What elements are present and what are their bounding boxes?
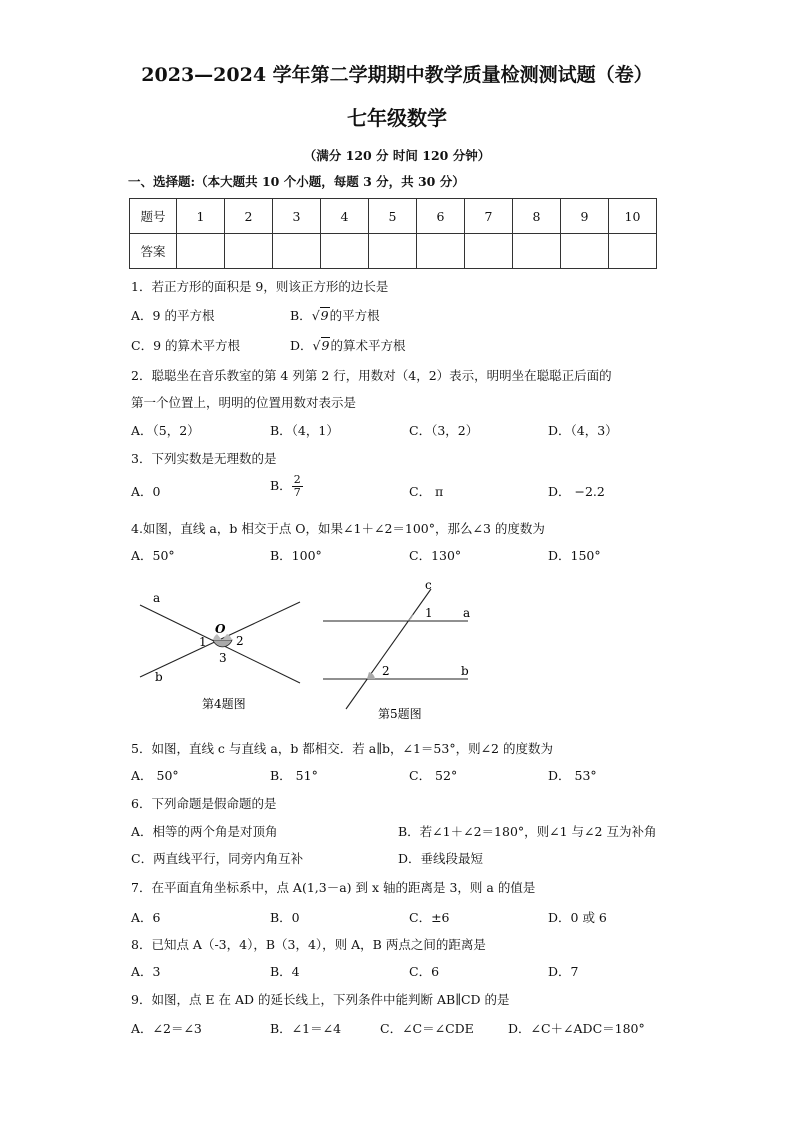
q1-d-suffix: 的算术平方根 <box>330 338 406 353</box>
q9-option-d: D．∠C＋∠ADC＝180° <box>508 1021 645 1036</box>
q1-b-radicand: 9 <box>320 308 329 323</box>
fig4-caption: 第4题图 <box>202 697 246 711</box>
q7-option-d: D．0 或 6 <box>548 910 607 925</box>
q6-option-b: B．若∠1＋∠2＝180°，则∠1 与∠2 互为补角 <box>398 824 657 839</box>
fig5-label-a: a <box>463 606 471 620</box>
q5-option-b: B． 51° <box>270 768 318 783</box>
line-c <box>346 589 431 709</box>
q3-b-prefix: B． <box>270 478 292 493</box>
q8-option-d: D．7 <box>548 964 579 979</box>
table-cell-label: 答案 <box>130 234 177 269</box>
table-cell-number: 5 <box>369 199 417 234</box>
q4-option-a: A．50° <box>131 548 175 563</box>
answer-cell[interactable] <box>513 234 561 269</box>
q2-option-a: A．（5，2） <box>131 423 200 438</box>
answer-cell[interactable] <box>177 234 225 269</box>
table-cell-number: 1 <box>177 199 225 234</box>
fig4-label-a: a <box>153 591 161 605</box>
figure-5 <box>323 578 470 721</box>
answer-table <box>129 198 657 269</box>
q7-option-b: B．0 <box>270 910 300 925</box>
answer-cell[interactable] <box>369 234 417 269</box>
fig4-label-1: 1 <box>199 635 207 649</box>
answer-cell[interactable] <box>225 234 273 269</box>
answer-cell[interactable] <box>561 234 609 269</box>
exam-meta: （满分 120 分 时间 120 分钟） <box>303 148 491 163</box>
angle-2-arc <box>367 672 375 679</box>
fig4-label-3: 3 <box>219 651 227 665</box>
q4-option-d: D．150° <box>548 548 601 563</box>
q2-option-d: D．（4，3） <box>548 423 618 438</box>
q1-b-suffix: 的平方根 <box>329 308 380 323</box>
table-cell-number: 9 <box>561 199 609 234</box>
fig5-label-b: b <box>461 664 469 678</box>
q1-b-prefix: B． <box>290 308 312 323</box>
q9-stem: 9．如图，点 E 在 AD 的延长线上，下列条件中能判断 AB∥CD 的是 <box>131 992 510 1007</box>
answer-cell[interactable] <box>321 234 369 269</box>
table-cell-number: 6 <box>417 199 465 234</box>
table-cell-number: 4 <box>321 199 369 234</box>
answer-cell[interactable] <box>609 234 657 269</box>
q1-option-c: C．9 的算术平方根 <box>131 338 240 353</box>
fig4-label-O: O <box>215 622 226 636</box>
angle-3-arc <box>213 640 232 647</box>
table-cell-number: 3 <box>273 199 321 234</box>
exam-title: 2023—2024 学年第二学期期中教学质量检测测试题（卷） <box>141 64 653 86</box>
answer-table-number-row <box>130 199 657 234</box>
q2-option-b: B．（4，1） <box>270 423 339 438</box>
q7-option-a: A．6 <box>131 910 161 925</box>
q9-option-b: B．∠1＝∠4 <box>270 1021 342 1036</box>
q7-stem: 7．在平面直角坐标系中，点 A(1,3－a) 到 x 轴的距离是 3，则 a 的值是 <box>131 880 536 895</box>
answer-cell[interactable] <box>465 234 513 269</box>
fraction-denominator: 7 <box>293 486 301 499</box>
table-cell-number: 8 <box>513 199 561 234</box>
q1-d-radicand: 9 <box>321 338 330 353</box>
figures-q4-q5 <box>120 575 480 725</box>
q7-option-c: C．±6 <box>409 910 450 925</box>
exam-subject: 七年级数学 <box>347 106 447 130</box>
table-cell-number: 7 <box>465 199 513 234</box>
figure-4 <box>140 591 300 711</box>
q4-option-b: B．100° <box>270 548 322 563</box>
q9-option-a: A．∠2＝∠3 <box>131 1021 202 1036</box>
answer-cell[interactable] <box>273 234 321 269</box>
fig4-label-2: 2 <box>236 634 244 648</box>
q1-stem: 1．若正方形的面积是 9，则该正方形的边长是 <box>131 279 389 294</box>
q3-stem: 3．下列实数是无理数的是 <box>131 451 277 466</box>
sqrt-symbol: √9 <box>311 308 329 323</box>
q6-option-d: D．垂线段最短 <box>398 851 484 866</box>
q1-d-prefix: D． <box>290 338 313 353</box>
q5-stem: 5．如图，直线 c 与直线 a，b 都相交．若 a∥b，∠1＝53°，则∠2 的度数为 <box>131 741 553 756</box>
q5-option-d: D． 53° <box>548 768 597 783</box>
answer-table-answer-row <box>130 234 657 269</box>
table-cell-number: 10 <box>609 199 657 234</box>
q8-option-a: A．3 <box>131 964 161 979</box>
q2-stem-line1: 2．聪聪坐在音乐教室的第 4 列第 2 行，用数对（4，2）表示，明明坐在聪聪正后面的 <box>131 368 612 383</box>
fig4-label-b: b <box>155 670 163 684</box>
q8-option-b: B．4 <box>270 964 300 979</box>
fig5-label-2: 2 <box>382 664 390 678</box>
q1-option-b <box>290 306 380 324</box>
q4-option-c: C．130° <box>409 548 462 563</box>
table-cell-number: 2 <box>225 199 273 234</box>
fig5-caption: 第5题图 <box>378 707 422 721</box>
q9-option-c: C．∠C＝∠CDE <box>380 1021 474 1036</box>
fig5-label-c: c <box>425 578 432 592</box>
q6-stem: 6．下列命题是假命题的是 <box>131 796 277 811</box>
q2-option-c: C．（3，2） <box>409 423 479 438</box>
q6-option-c: C．两直线平行，同旁内角互补 <box>131 851 304 866</box>
sqrt-symbol: √9 <box>312 338 330 353</box>
q6-option-a: A．相等的两个角是对顶角 <box>131 824 278 839</box>
table-cell-label: 题号 <box>130 199 177 234</box>
q1-option-a: A．9 的平方根 <box>131 308 215 323</box>
q1-option-d <box>290 336 405 354</box>
q8-stem: 8．已知点 A（-3，4），B（3，4），则 A，B 两点之间的距离是 <box>131 937 486 952</box>
q4-stem: 4.如图，直线 a，b 相交于点 O，如果∠1＋∠2＝100°，那么∠3 的度数为 <box>131 521 545 536</box>
q3-option-d: D． −2.2 <box>548 484 605 499</box>
q5-option-a: A． 50° <box>131 768 179 783</box>
fig5-label-1: 1 <box>425 606 433 620</box>
q3-option-a: A．0 <box>131 484 161 499</box>
section-heading: 一、选择题:（本大题共 10 个小题，每题 3 分，共 30 分） <box>128 174 465 189</box>
answer-cell[interactable] <box>417 234 465 269</box>
q3-option-c: C． π <box>409 484 444 499</box>
q5-option-c: C． 52° <box>409 768 458 783</box>
q2-stem-line2: 第一个位置上，明明的位置用数对表示是 <box>131 395 357 410</box>
q3-option-b <box>270 474 303 499</box>
fraction-numerator: 2 <box>293 473 301 486</box>
fraction <box>292 474 303 499</box>
q8-option-c: C．6 <box>409 964 440 979</box>
